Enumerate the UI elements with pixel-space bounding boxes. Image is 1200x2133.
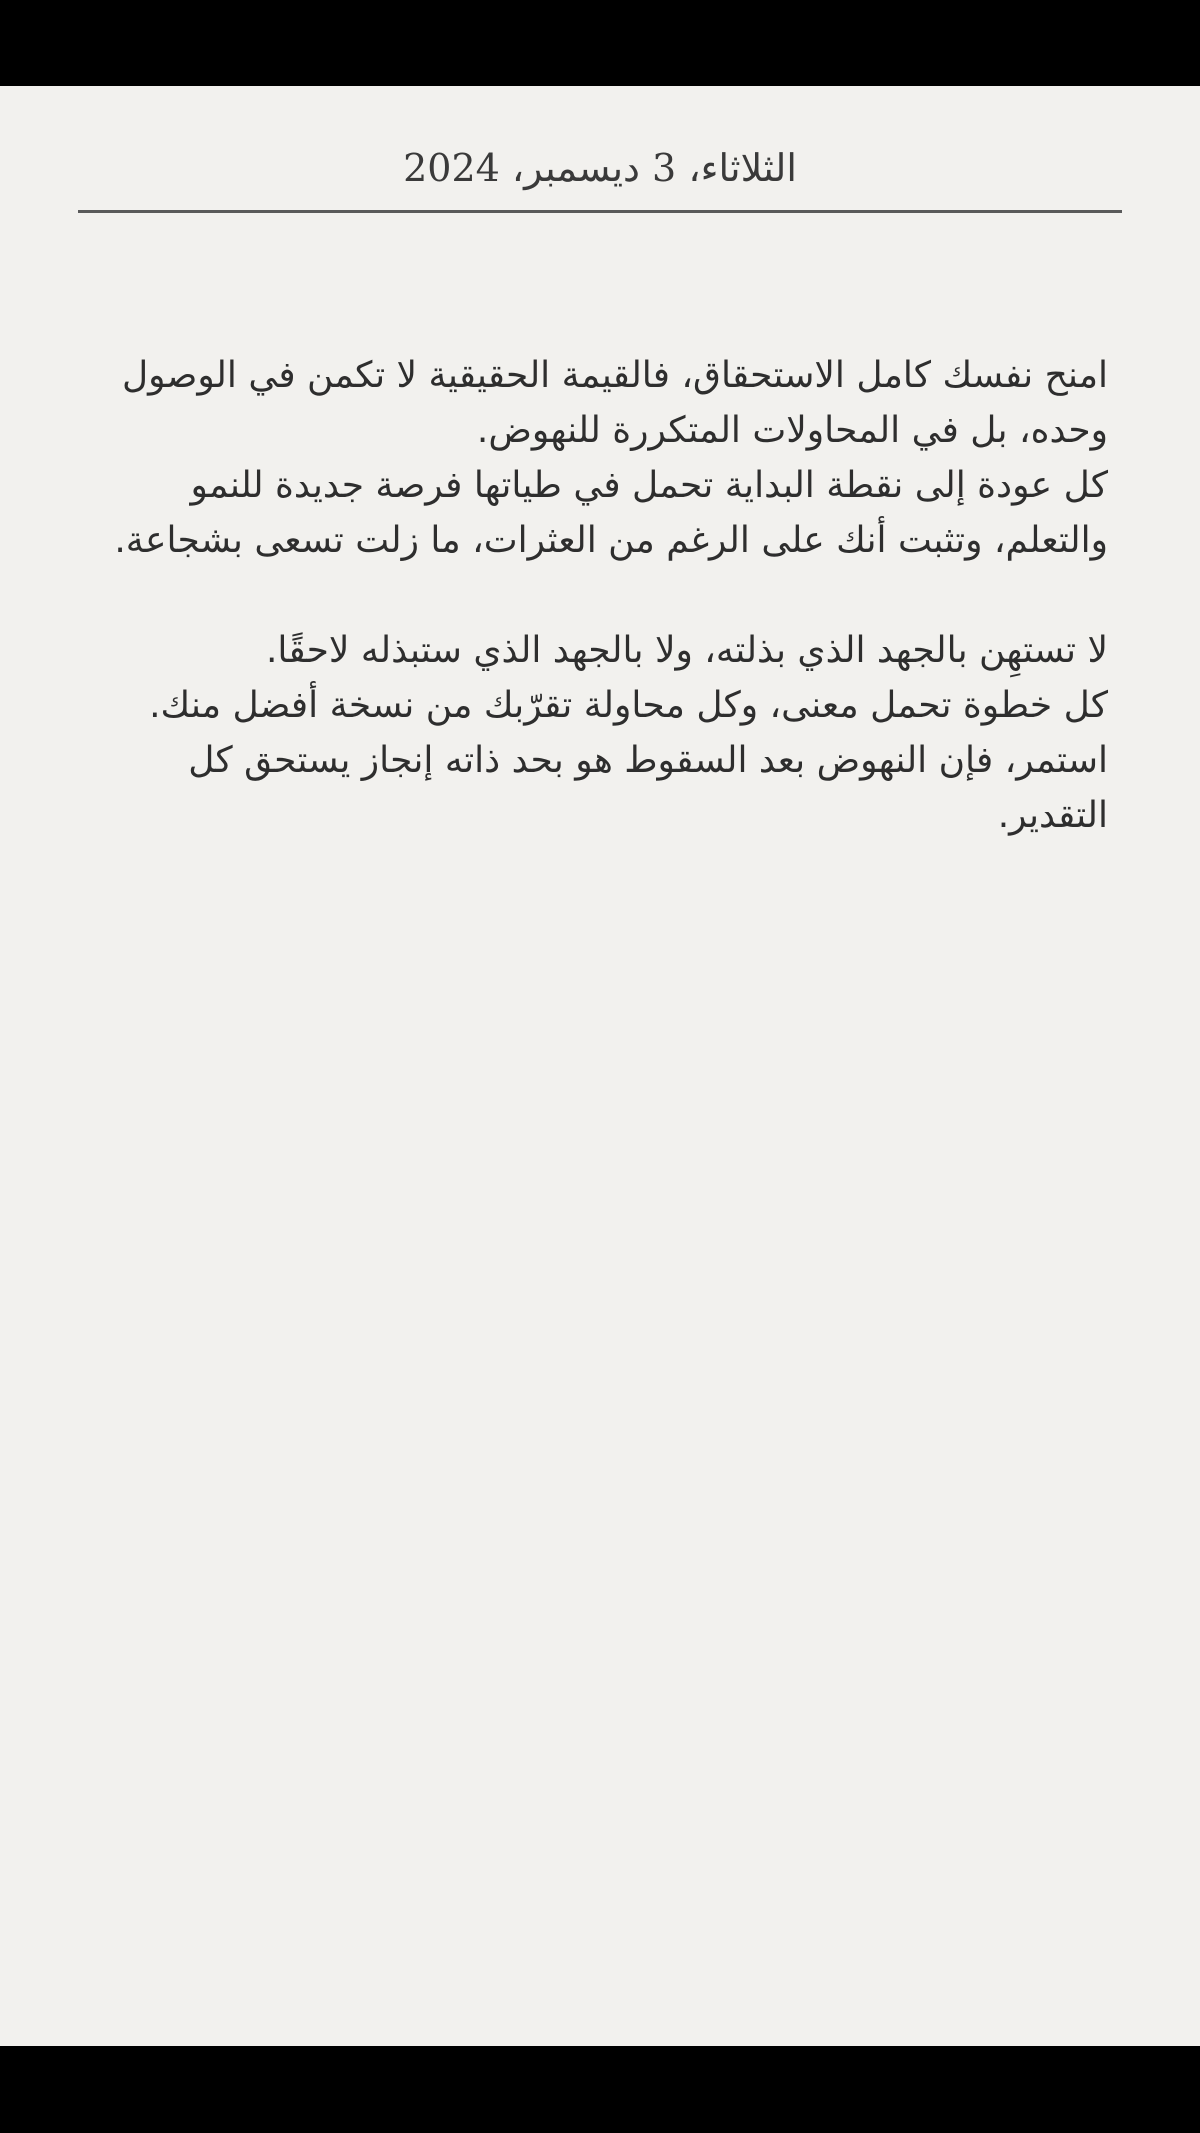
status-bar bbox=[0, 0, 1200, 86]
header-divider bbox=[78, 210, 1122, 213]
entry-line: استمر، فإن النهوض بعد السقوط هو بحد ذاته إنجاز يستحق كل التقدير. bbox=[188, 740, 1108, 836]
entry-line: امنح نفسك كامل الاستحقاق، فالقيمة الحقيقية لا تكمن في الوصول وحده، بل في المحاولات المتكررة للنهوض. bbox=[122, 355, 1108, 451]
journal-page[interactable] bbox=[0, 86, 1200, 2046]
entry-line: لا تستهِن بالجهد الذي بذلته، ولا بالجهد الذي ستبذله لاحقًا. bbox=[265, 630, 1108, 671]
paragraph-gap bbox=[100, 568, 1108, 623]
navigation-bar bbox=[0, 2046, 1200, 2133]
entry-date: الثلاثاء، 3 ديسمبر، 2024 bbox=[403, 146, 797, 190]
entry-line: كل عودة إلى نقطة البداية تحمل في طياتها فرصة جديدة للنمو والتعلم، وتثبت أنك على الرغم من العثرات، ما زلت تسعى بشجاعة. bbox=[114, 465, 1108, 561]
entry-line: كل خطوة تحمل معنى، وكل محاولة تقرّبك من نسخة أفضل منك. bbox=[149, 685, 1108, 726]
entry-text[interactable] bbox=[100, 348, 1108, 843]
